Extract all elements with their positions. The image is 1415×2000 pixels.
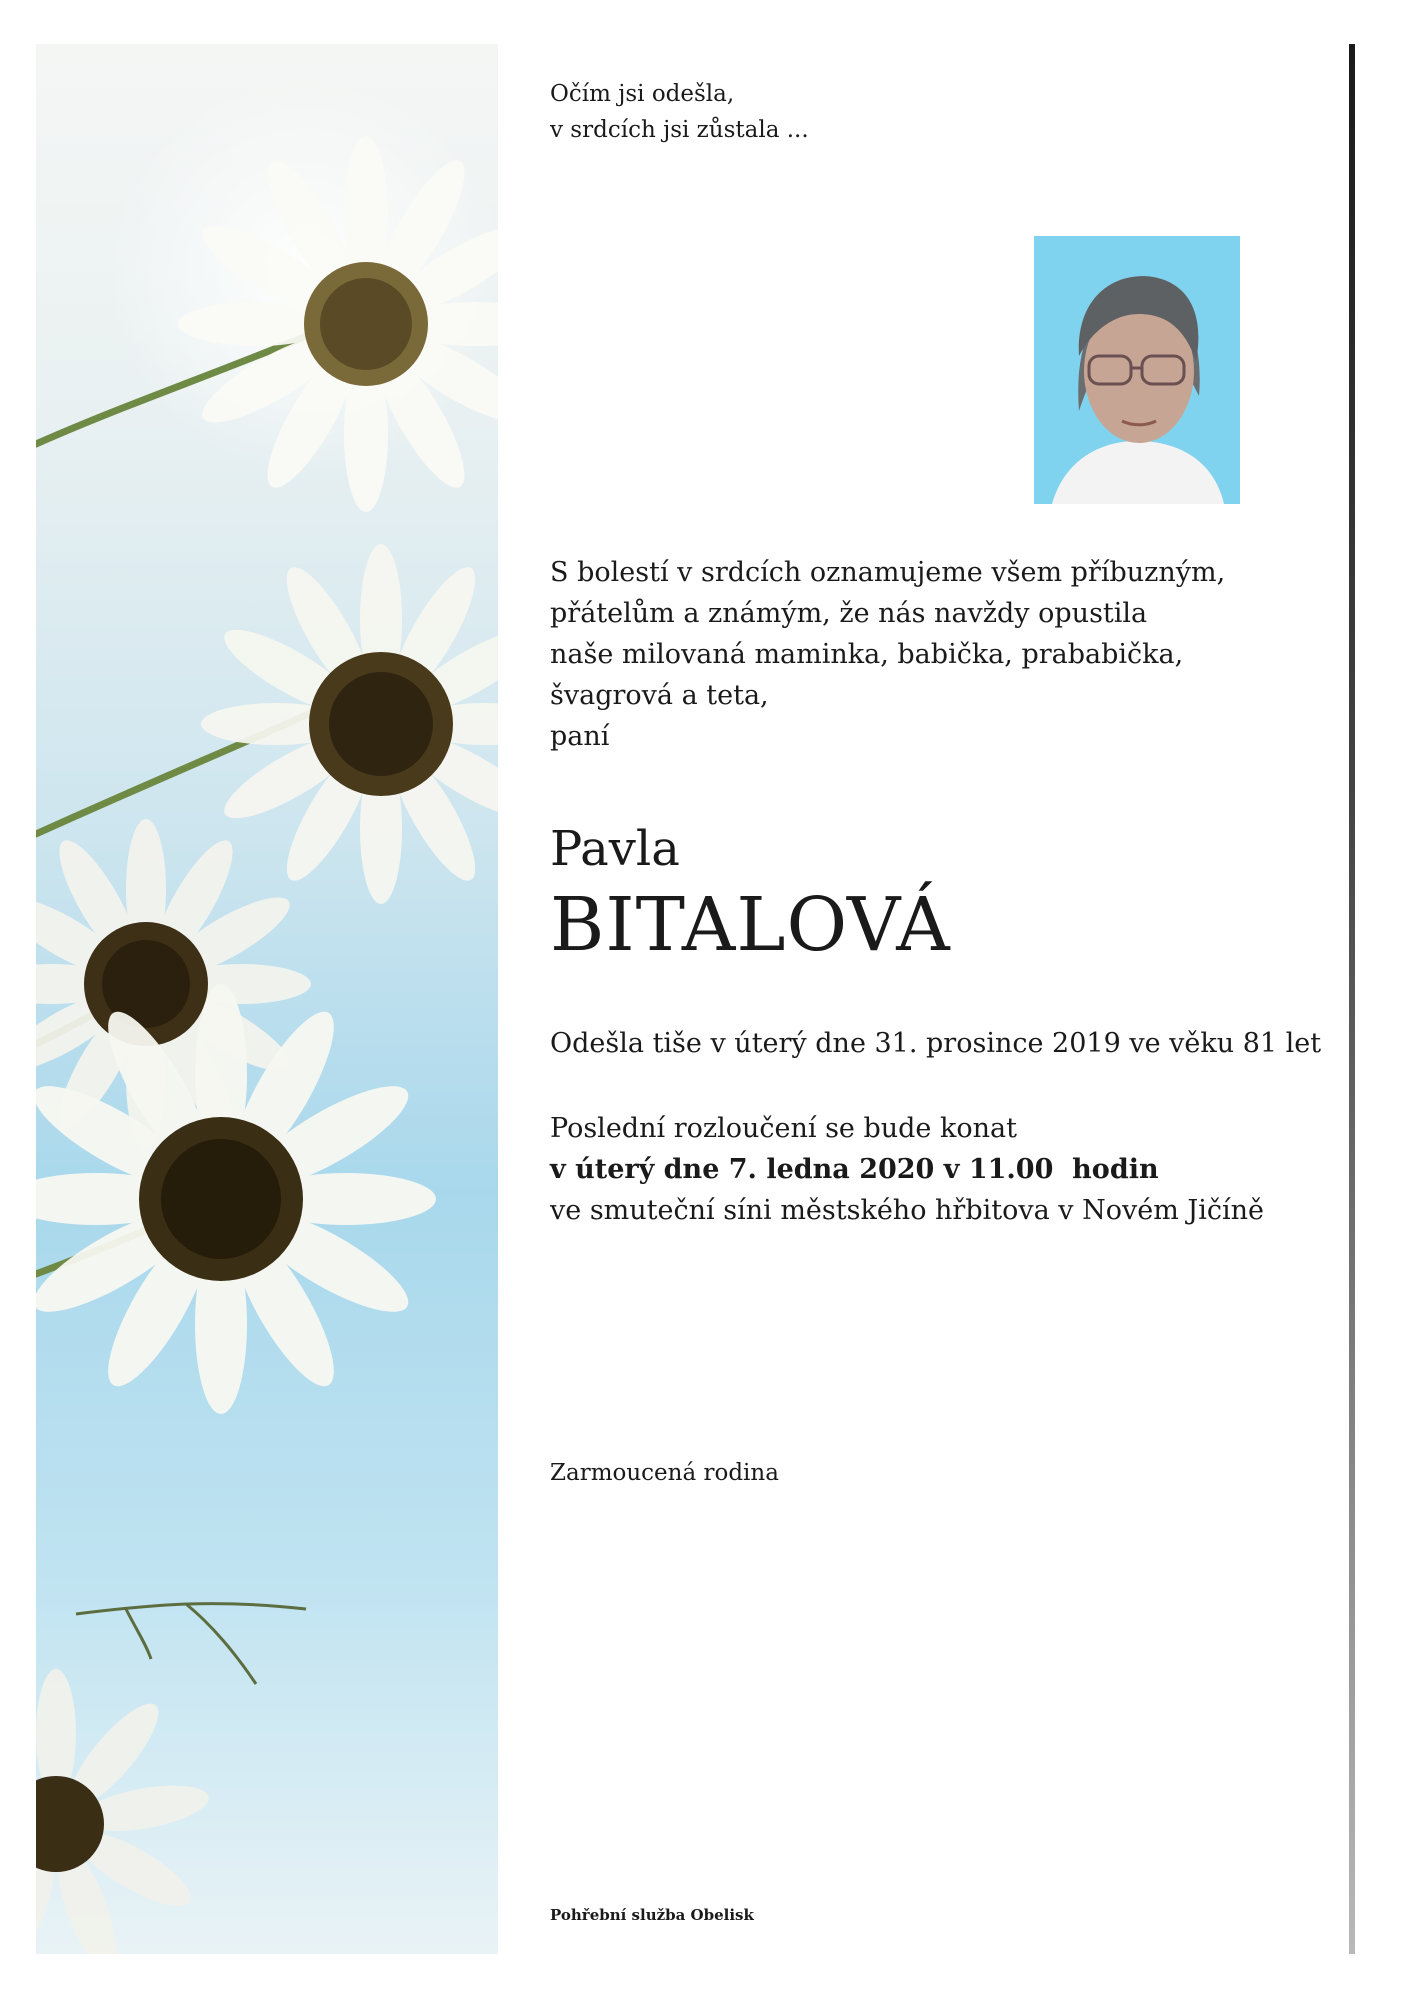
announcement-line: přátelům a známým, že nás navždy opustila bbox=[550, 598, 1148, 629]
farewell-details bbox=[550, 1108, 1264, 1231]
farewell-datetime: v úterý dne 7. ledna 2020 v 11.00 hodin bbox=[550, 1154, 1159, 1185]
announcement-line: paní bbox=[550, 721, 610, 752]
funeral-service-name: Pohřební služba Obelisk bbox=[550, 1906, 754, 1924]
motto-line: v srdcích jsi zůstala ... bbox=[550, 117, 809, 143]
death-notice: Odešla tiše v úterý dne 31. prosince 2019 ve věku 81 let bbox=[550, 1028, 1322, 1059]
motto-line: Očím jsi odešla, bbox=[550, 81, 735, 107]
announcement-line: naše milovaná maminka, babička, prababička, bbox=[550, 639, 1184, 670]
daisies-photo bbox=[36, 44, 498, 1954]
portrait-photo bbox=[1034, 236, 1240, 504]
farewell-location: ve smuteční síni městského hřbitova v Novém Jičíně bbox=[550, 1195, 1264, 1226]
farewell-line: Poslední rozloučení se bude konat bbox=[550, 1113, 1017, 1144]
motto bbox=[550, 76, 809, 148]
announcement bbox=[550, 552, 1225, 757]
first-name: Pavla bbox=[550, 821, 680, 877]
announcement-line: švagrová a teta, bbox=[550, 680, 769, 711]
announcement-line: S bolestí v srdcích oznamujeme všem příbuzným, bbox=[550, 557, 1226, 588]
family-signature: Zarmoucená rodina bbox=[550, 1460, 779, 1486]
surname: BITALOVÁ bbox=[550, 882, 951, 968]
right-border-line bbox=[1349, 44, 1355, 1954]
